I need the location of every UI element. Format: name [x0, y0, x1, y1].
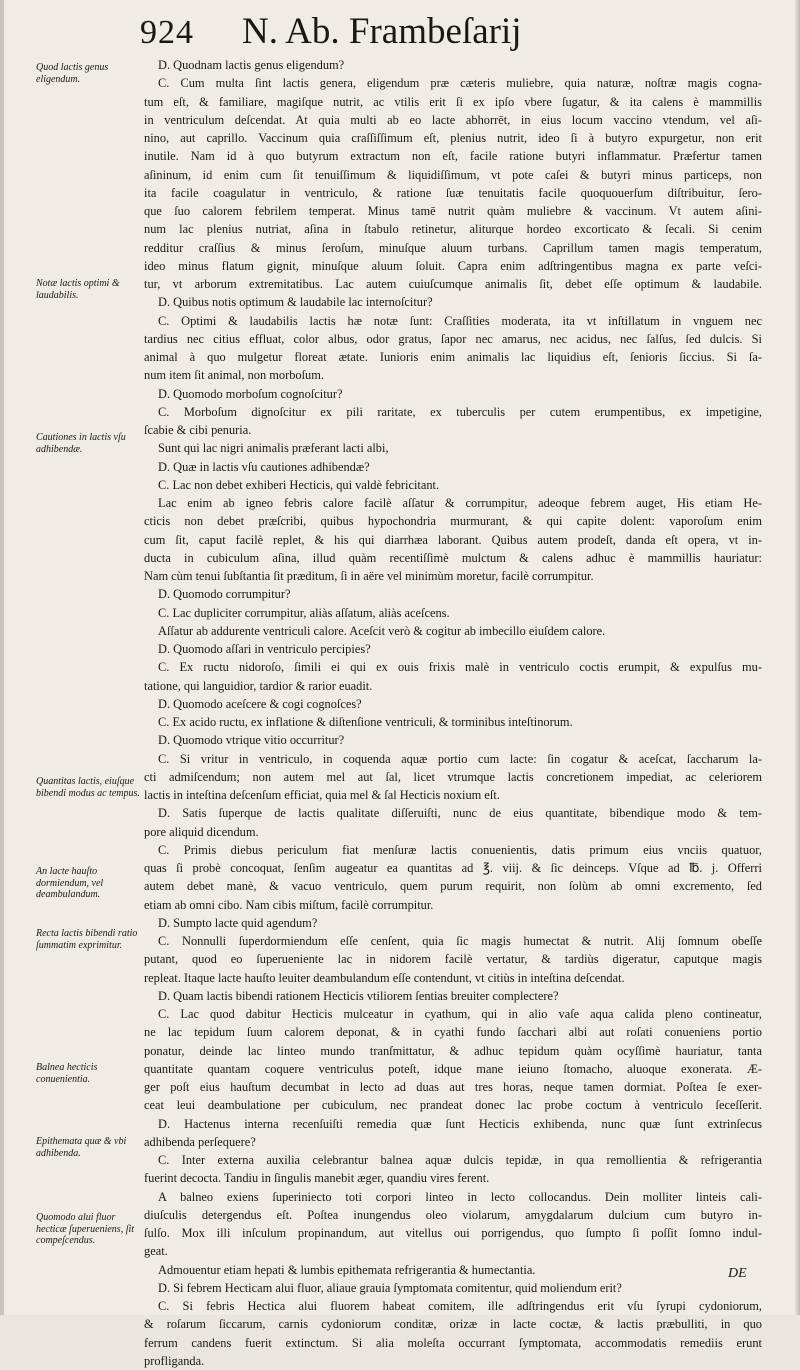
text-line: Admouentur etiam hepati & lumbis epithemata refrigerantia & humectantia.	[158, 1262, 536, 1277]
text-line: profliganda.	[144, 1353, 205, 1368]
text-line: aſininum, id enim cum ſit tenuiſſimum & liquidiſſimum, vt pote caſei & butyri minus particeps, non	[144, 167, 762, 182]
text-line: adhibenda perſequere?	[144, 1134, 256, 1149]
text-line: animal à quo mulgetur floreat ætate. Iunioris enim animalis lac liquidius eſt, ſenioris ſiccius. Si ſa-	[144, 350, 762, 364]
text-line: D. Quomodo morboſum cognoſcitur?	[158, 386, 343, 401]
text-line: ponatur, deinde lac linteo mundo tranſmittatur, & adhuc tepidum quàm ocyſſimè hauriatur, tanta	[144, 1043, 762, 1058]
margin-note: Epithemata quæ & vbi adhibenda.	[36, 1136, 127, 1159]
text-line: ſulſo. Mox illi inſculum propinandum, aut vitellus oui porrigendus, quo ſumpto ſi poſſit ſomno indul-	[144, 1226, 762, 1240]
text-line: quas ſi probè concoquat, ſenſim augeatur ea quantitas ad ℥. viij. & ſic deinceps. Vſque ad ℔. j. Offerri	[144, 861, 762, 875]
text-line: num item ſit animal, non morboſum.	[144, 368, 324, 383]
text-line: lactis in inteſtina deſcenſum efficiat, quia mel & ſal Hecticis noxium eſt.	[144, 788, 500, 802]
text-line: & roſarum ſiccarum, carnis cydoniorum conditæ, orizæ in lacte coctæ, & lactis præbulliti, in quo	[144, 1317, 762, 1332]
text-line: ne lac tepidum ſuum calorem deponat, & in cyathi fundo ſacchari albi aut roſati conueniens portio	[144, 1025, 762, 1040]
text-line: C. Si febris Hectica alui fluorem habeat comitem, ille adſtringendus erit vſu ſyrupi cydoniorum,	[158, 1299, 762, 1313]
margin-note: Cautiones in lactis vſu adhibendæ.	[36, 432, 126, 455]
text-line: num lac plenius nutriat, aſina in ſtabulo retinetur, aliturque hordeo excorticato & ſecali. Si cenim	[144, 222, 762, 237]
text-line: C. Cum multa ſint lactis genera, eligendum præ cæteris muliebre, quia naturæ, noſtræ magis cogna-	[158, 76, 762, 91]
text-line: C. Lac non debet exhiberi Hecticis, qui valdè febricitant.	[158, 477, 440, 492]
text-line: ferrum candens fuerit extinctum. Si alia moleſta occurrant ſymptomata, accommodatis remediis erunt	[144, 1335, 762, 1350]
margin-note: Quantitas lactis, eiuſque bibendi modus ac tempus.	[36, 776, 140, 799]
text-line: quantitate quantam coquere ventriculus poteſt, idque mane ieiuno ſtomacho, aluoque exonerata. Æ-	[144, 1061, 762, 1076]
text-line: D. Quomodo aceſcere & cogi cognoſces?	[158, 696, 362, 711]
text-line: Sunt qui lac nigri animalis præferant lacti albi,	[158, 441, 389, 456]
text-line: tatione, qui languidior, tardior & rarior euadit.	[144, 678, 373, 693]
text-line: Aſſatur ab addurente ventriculi calore. Aceſcit verò & cogitur ab imbecillo eiuſdem calore.	[158, 623, 606, 638]
text-line: D. Quomodo aſſari in ventriculo percipies?	[158, 642, 371, 656]
text-line: Lac enim ab igneo febris calore facilè aſſatur & corrumpitur, adeoque febrem auget, His etiam He-	[158, 496, 762, 510]
text-line: autem debet manè, & vacuo ventriculo, quem purum requirit, non ſolùm ab omni excremento, ſed	[144, 879, 762, 894]
text-line: C. Inter externa auxilia celebrantur balnea aquæ dulcis tepidæ, in qua remollientia & refrigerantia	[158, 1153, 762, 1167]
text-line: C. Ex acido ructu, ex inflatione & diſtenſione ventriculi, & torminibus inteſtinorum.	[158, 715, 573, 729]
text-line: ceat leui deambulatione per cubiculum, nec prandeat donec lac probe coctum à ventriculo ſeceſſerit.	[144, 1098, 762, 1113]
main-text	[144, 56, 762, 1370]
text-line: D. Sumpto lacte quid agendum?	[158, 915, 318, 930]
text-line: nino, aut caprillo. Vaccinum quia craſſiſſimum eſt, plenius nutrit, ideo ſi à butyro expurgetur, non erit	[144, 131, 762, 145]
margin-note: Notæ lactis optimi & laudabilis.	[36, 278, 120, 301]
text-line: C. Primis diebus periculum fiat menſuræ lactis conuenientis, datis primum eius vnciis quatuor,	[158, 842, 762, 857]
text-line: D. Quam lactis bibendi rationem Hecticis vtiliorem ſentias breuiter complectere?	[158, 988, 559, 1003]
text-line: Nam cùm tenui ſubſtantia ſit præditum, ſi in aëre vel minimùm moretur, facilè corrumpitur.	[144, 569, 594, 583]
text-line: ger poſt eius hauſtum decumbat in lecto ad duas aut tres horas, neque tamen dormiat. Poſtea ſe exer-	[144, 1080, 762, 1094]
text-line: D. Si febrem Hecticam alui fluor, aliaue grauia ſymptomata comitentur, quid moliendum erit?	[158, 1280, 622, 1295]
text-line: D. Quomodo vtrique vitio occurritur?	[158, 733, 345, 748]
margin-note: Quod lactis genus eligendum.	[36, 62, 109, 85]
text-line: putant, quod eo ſuperueniente lac in nidorem facilè vertatur, & tardiùs digeratur, caputque magis	[144, 952, 762, 967]
text-line: redditur craſſius & minus ſeroſum, minuſque aluum turbans. Caprillum tamen magis temperatum,	[144, 240, 762, 255]
text-line: repleat. Itaque lacte hauſto leuiter deambulandum eſſe contendunt, vt citiùs in inteſtina deſcendat.	[144, 970, 625, 985]
margin-note: Quomodo alui fluor hecticæ ſuperueniens, ſit compeſcendus.	[36, 1212, 135, 1246]
text-line: pore aliquid dicendum.	[144, 824, 259, 839]
text-line: C. Nonnulli ſuperdormiendum eſſe cenſent, quia ſic magis humectat & nutrit. Alij ſomnum obeſſe	[158, 934, 762, 948]
text-line: tardius nec citius effluat, color albus, odor gratus, ſapor nec amarus, nec acidus, nec ſalſus, ſed dulcis. Si	[144, 331, 762, 346]
text-line: cum ſit, caput facilè replet, & his qui diarrhæa laborant. Quibus autem prodeſt, danda eſt opera, vt in-	[144, 532, 762, 547]
text-line: etiam ab omni cibo. Nam cibis miſtum, facilè corrumpitur.	[144, 897, 434, 912]
text-line: D. Quæ in lactis vſu cautiones adhibendæ?	[158, 459, 370, 474]
text-line: geat.	[144, 1244, 168, 1259]
text-line: C. Ex ructu nidoroſo, ſimili ei qui ex ouis frixis malè in ventriculo coctis erumpit, & expulſus mu-	[158, 660, 762, 675]
text-line: C. Morboſum dignoſcitur ex pili raritate, ex tuberculis per cutem erumpentibus, ex impetigine,	[158, 404, 762, 419]
text-line: fuerint decocta. Tandiu in ſingulis manebit æger, quandiu vires ferent.	[144, 1171, 490, 1186]
text-line: A balneo exiens ſuperiniecto toti corpori linteo in lecto collocandus. Dein molliter linteis cali-	[158, 1189, 762, 1204]
text-line: ita facile coagulatur in ventriculo, & ratione ſuæ tenuitatis facile quoquouerſum diſtribuitur, ſero-	[144, 185, 762, 200]
text-line: ideo minus flatum gignit, minuſque aluum ſoluit. Capra enim adſtringentibus magna ex parte veſci-	[144, 258, 762, 273]
running-title: N. Ab. Frambeſarij	[242, 11, 522, 52]
text-line: D. Quodnam lactis genus eligendum?	[158, 58, 345, 72]
text-line: tum eſt, & familiare, magiſque nutrit, ac vtilis erit ſi ex ipſo vbere ſugatur, & ita calens è mammillis	[144, 94, 762, 109]
text-line: C. Lac dupliciter corrumpitur, aliàs aſſatum, aliàs aceſcens.	[158, 605, 450, 620]
text-line: D. Hactenus interna recenſuiſti remedia quæ ſunt Hecticis exhibenda, nunc quæ ſunt extrinſecus	[158, 1116, 762, 1131]
text-line: ſcabie & cibi penuria.	[144, 423, 252, 437]
page-number: 924	[140, 14, 194, 51]
catchword: DE	[728, 1266, 747, 1281]
text-line: cti admiſcendum; non autem mel aut ſal, licet vtrumque lactis concretionem impediat, ac celeriorem	[144, 769, 762, 784]
text-line: in ventriculum deſcendat. At quia multi ab eo lacte abhorrēt, in eius locum vaccino vtendum, vel aſi-	[144, 112, 762, 127]
text-line: diuſculis detergendus eſt. Poſtea inungendus oleo violarum, amygdalarum dulcium cum butyro in-	[144, 1207, 762, 1222]
margin-note: Recta lactis bibendi ratio ſummatim exprimitur.	[36, 928, 138, 951]
margin-note: An lacte hauſto dormiendum, vel deambulandum.	[36, 866, 104, 900]
margin-note: Balnea hecticis conuenientia.	[36, 1062, 98, 1085]
text-line: D. Satis ſuperque de lactis qualitate diſſeruiſti, nunc de eius quantitate, bibendique modo & tem-	[158, 806, 762, 821]
text-line: que ſuo calorem febrilem temperat. Minus tamē nutrit quàm muliebre & vaccinum. Vt autem aſini-	[144, 204, 762, 218]
text-line: C. Lac quod dabitur Hecticis mulceatur in cyathum, qui in alio vaſe aqua calida pleno contineatur,	[158, 1007, 762, 1021]
text-line: cticis non debet præſcribi, quibus hypochondria murmurant, & qui capite dolent: vaporoſum enim	[144, 514, 762, 529]
text-line: C. Optimi & laudabilis lactis hæ notæ ſunt: Craſſities moderata, ita vt inſtillatum in vnguem nec	[158, 313, 762, 328]
text-line: D. Quibus notis optimum & laudabile lac internoſcitur?	[158, 295, 433, 310]
text-line: D. Quomodo corrumpitur?	[158, 587, 291, 602]
text-line: tur, vt arborum extremitatibus. Lac autem cuiuſcumque animalis ſit, debet eſſe optimum & laudabile.	[144, 277, 762, 291]
text-line: C. Si vritur in ventriculo, in coquenda aquæ portio cum lacte: ſin cogatur & aceſcat, ſaccharum la-	[158, 751, 762, 766]
text-line: inutile. Nam id à quo butyrum extractum non eſt, facile ratione butyri inflammatur. Præfertur tamen	[144, 149, 762, 164]
text-line: ducta in cubiculum aſina, illud quàm recentiſſimè mulctum & calens adhuc è mammillis hauriatur:	[144, 550, 762, 565]
